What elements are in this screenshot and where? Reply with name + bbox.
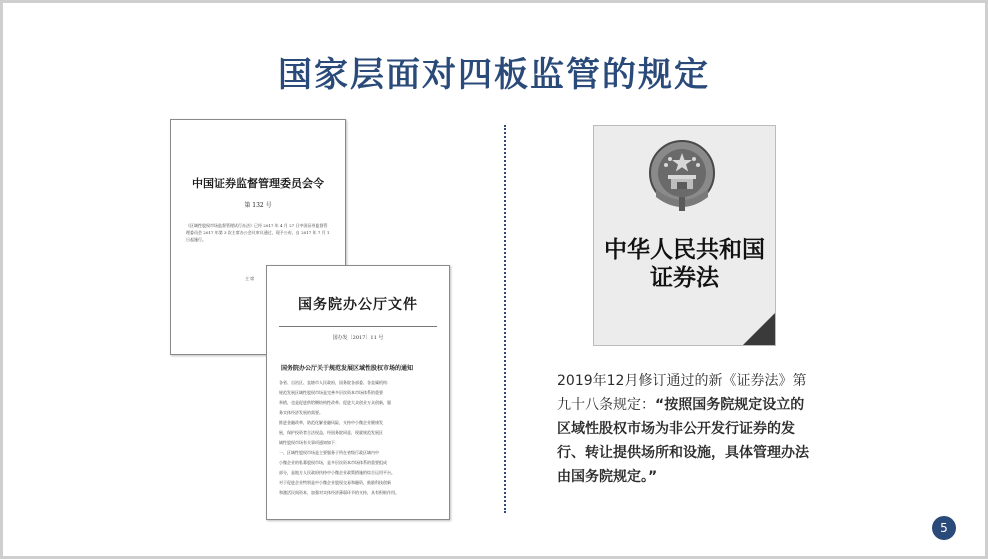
- state-council-line: 务实体经济发展的需要。: [279, 410, 323, 415]
- csrc-order-number: 第 132 号: [244, 202, 272, 209]
- book-corner-decoration: [743, 313, 775, 345]
- state-council-line: 一、区域性股权市场是主要服务于所在省级行政区域内中: [279, 450, 379, 455]
- state-council-body: [279, 378, 439, 498]
- state-council-header: 国务院办公厅文件: [298, 297, 418, 313]
- state-council-line: 展，保护投资者合法权益，经国务院同意，现就规范发展区: [279, 430, 383, 435]
- description-quote: “按照国务院规定设立的区域性股权市场为非公开发行证券的发行、转让提供场所和设施，具体管理办法由国务院规定。”: [557, 397, 809, 485]
- state-council-document-image: [266, 265, 450, 520]
- state-council-line: 规范发展区域性股权市场是完善多层次资本市场体系的重要: [279, 390, 383, 395]
- page-number-badge: 5: [932, 516, 956, 540]
- state-council-line: 各省、自治区、直辖市人民政府，国务院各部委、各直属机构：: [279, 380, 391, 385]
- state-council-line: 对于促进企业特别是中小微企业股权交易和融资，鼓励科技创新: [279, 480, 391, 485]
- book-title-line1: 中华人民共和国: [604, 236, 765, 263]
- state-council-line: 和激活民间资本，加强对实体经济薄弱环节的支持，具有积极作用。: [279, 490, 399, 495]
- csrc-order-body: 《区域性股权市场监督管理试行办法》已经 2017 年 4 月 27 日中国证券监督管理委员会 2017 年第 3 次主席办公会议审议通过，现予公布，自 2017 年 7 月 1 日起施行。: [186, 223, 330, 242]
- state-council-line: 举措，也是促进供给侧结构性改革、促进大众创业万众创新，服: [279, 400, 391, 405]
- state-council-line: 小微企业的私募股权市场，是多层次资本市场体系的重要组成: [279, 460, 387, 465]
- dotted-divider: [504, 125, 506, 513]
- securities-law-book-cover: [593, 125, 776, 346]
- state-council-line: 部分，是地方人民政府扶持中小微企业政策措施的综合运用平台。: [279, 470, 395, 475]
- slide-title: 国家层面对四板监管的规定: [278, 55, 710, 95]
- state-council-subtitle: 国务院办公厅关于规范发展区域性股权市场的通知: [281, 365, 414, 372]
- state-council-line: 推进金融改革，防范化解金融风险，支持中小微企业健康发: [279, 420, 383, 425]
- state-council-number: 国办发〔2017〕11 号: [332, 335, 384, 341]
- book-title: [594, 236, 775, 292]
- securities-law-description: [557, 369, 815, 489]
- description-plain: 2019年12月修订通过的新《证券法》第九十八条规定：: [557, 373, 807, 413]
- state-council-line: 域性股权市场有关事项通知如下：: [279, 440, 339, 445]
- national-emblem-icon: [646, 137, 718, 217]
- book-title-line2: 证券法: [650, 264, 719, 291]
- state-council-rule: [279, 326, 437, 327]
- csrc-order-signature: 主 席: [245, 276, 255, 281]
- csrc-order-header: 中国证券监督管理委员会令: [192, 177, 324, 190]
